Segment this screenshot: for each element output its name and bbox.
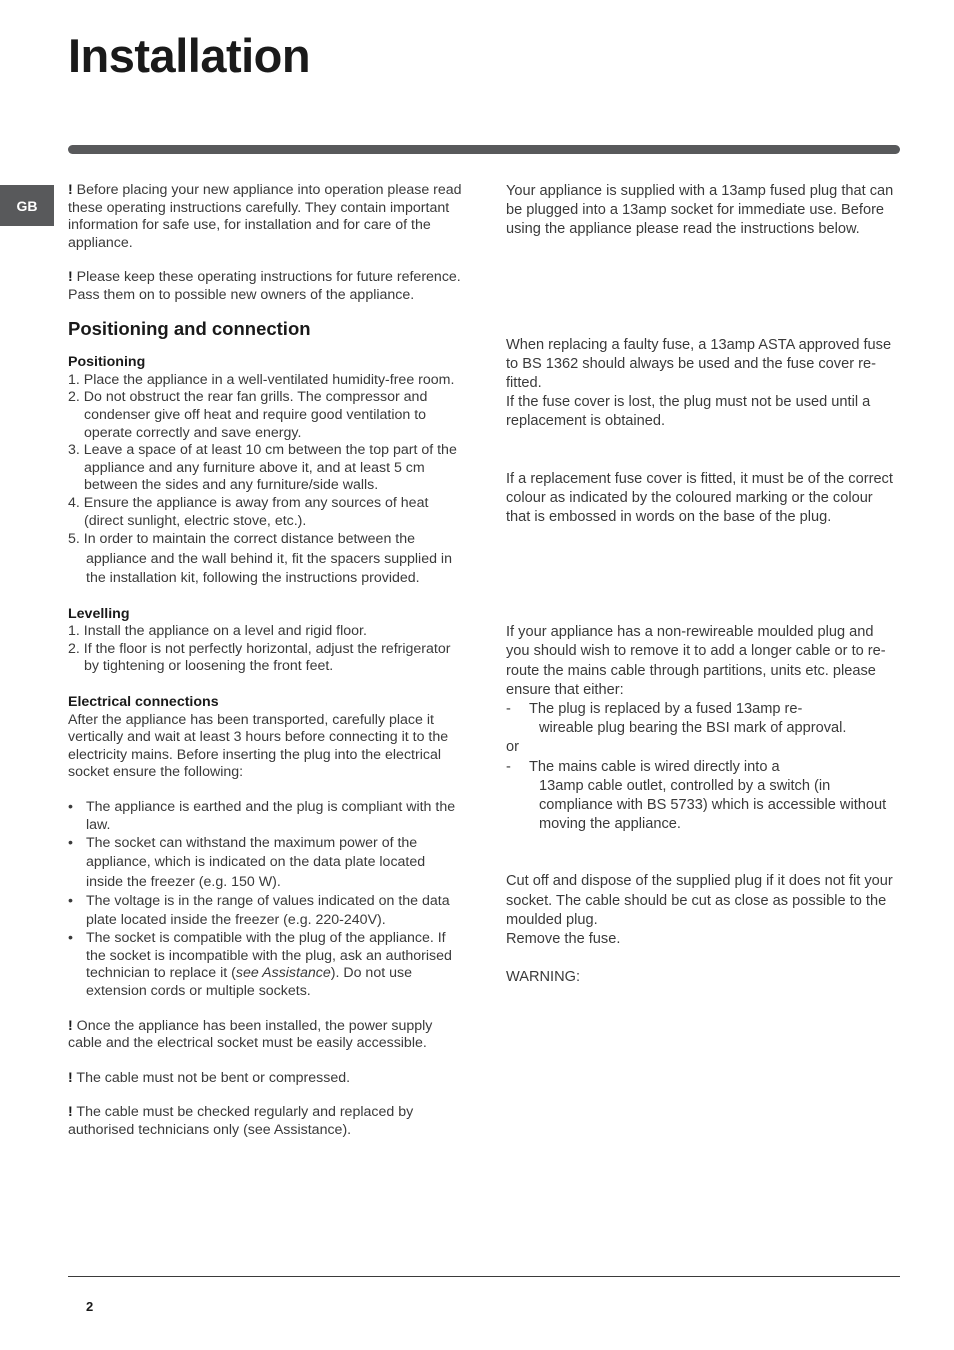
list-item: 1. Place the appliance in a well-ventilated humidity-free room. <box>68 371 455 388</box>
list-item: • The socket is compatible with the plug of the appliance. If the socket is incompatible with the plug, ask an authorised technician to replace it (see Assistance). Do not use extension cords or multiple sockets. <box>68 930 452 999</box>
positioning-list <box>68 372 462 589</box>
right-column <box>506 182 900 987</box>
or-text: or <box>506 739 519 756</box>
list-item: 4. Ensure the appliance is away from any sources of heat (direct sunlight, electric stove, etc.). <box>68 494 429 529</box>
warning-label: WARNING: <box>506 969 581 986</box>
list-item: 1. Install the appliance on a level and rigid floor. <box>68 623 367 640</box>
header-rule <box>68 145 900 154</box>
list-item: 2. Do not obstruct the rear fan grills. The compressor and condenser give off heat and require good ventilation to operate correctly and save energy. <box>68 389 428 441</box>
warning-mark: ! <box>68 1104 73 1121</box>
option-rewireable-plug: - The plug is replaced by a fused 13amp re- wireable plug bearing the BSI mark of approval. <box>506 701 847 737</box>
left-column <box>68 182 462 1139</box>
intro-note-2-text: Please keep these operating instructions for future reference. Pass them on to possible new owners of the appliance. <box>68 269 461 303</box>
list-item: • The appliance is earthed and the plug is compliant with the law. <box>68 798 456 833</box>
bullet-icon: • <box>68 930 73 947</box>
assistance-reference: see Assistance <box>235 965 331 982</box>
language-tab: GB <box>0 185 54 226</box>
warning-mark: ! <box>68 269 73 286</box>
dash-marker: - <box>506 758 511 775</box>
option-cable-outlet: - The mains cable is wired directly into a 13amp cable outlet, controlled by a switch (in compliance with BS 5733) which is accessible without moving the appliance. <box>506 758 887 833</box>
warning-mark: ! <box>68 182 73 198</box>
cable-note: ! The cable must not be bent or compressed. <box>68 1069 351 1086</box>
intro-note-1-text: Before placing your new appliance into operation please read these operating instructions carefully. They contain important information for safe use, for installation and for care of the appliance. <box>68 182 462 251</box>
intro-note-1 <box>68 182 462 252</box>
bullet-icon: • <box>68 835 73 852</box>
page-number: 2 <box>86 1299 94 1314</box>
warning-mark: ! <box>68 1017 73 1034</box>
cut-off-plug-paragraph: Cut off and dispose of the supplied plug if it does not fit your socket. The cable should be cut as close as possible to the moulded plug. <box>506 873 893 928</box>
bullet-icon: • <box>68 798 73 815</box>
section-heading: Positioning and connection <box>68 317 311 339</box>
maintenance-note: ! The cable must be checked regularly and replaced by authorised technicians only (see Assistance). <box>68 1104 414 1138</box>
moulded-plug-paragraph: If your appliance has a non-rewireable moulded plug and you should wish to remove it to add a longer cable or to re-route the mains cable through partitions, units etc. please ensure that either: <box>506 624 886 698</box>
list-item: • The voltage is in the range of values indicated on the data plate located inside the freezer (e.g. 220-240V). <box>68 892 450 928</box>
levelling-heading: Levelling <box>68 605 130 622</box>
levelling-list <box>68 623 462 676</box>
electrical-heading: Electrical connections <box>68 693 219 710</box>
positioning-heading: Positioning <box>68 354 146 371</box>
remove-fuse-text: Remove the fuse. <box>506 931 621 948</box>
plug-supply-paragraph: Your appliance is supplied with a 13amp fused plug that can be plugged into a 13amp socket for immediate use. Before using the appliance please read the instructions below. <box>506 183 894 238</box>
warning-mark: ! <box>68 1069 73 1086</box>
list-item: 3. Leave a space of at least 10 cm between the top part of the appliance and any furniture above it, and at least 5 cm between the sides and any furniture/side walls. <box>68 442 457 494</box>
fuse-replacement-paragraph: When replacing a faulty fuse, a 13amp ASTA approved fuse to BS 1362 should always be used and the fuse cover re-fitted. <box>506 336 892 392</box>
accessibility-note: ! Once the appliance has been installed, the power supply cable and the electrical socket must be easily accessible. <box>68 1017 433 1052</box>
fuse-cover-colour-paragraph: If a replacement fuse cover is fitted, it must be of the correct colour as indicated by the coloured marking or the colour that is embossed in words on the base of the plug. <box>506 470 893 526</box>
list-item: 2. If the floor is not perfectly horizontal, adjust the refrigerator by tightening or loosening the front feet. <box>68 640 451 675</box>
footer-rule <box>68 1276 900 1277</box>
electrical-intro: After the appliance has been transported, carefully place it vertically and wait at least 3 hours before connecting it to the electricity mains. Before inserting the plug into the electrical socket ensure the following: <box>68 711 449 781</box>
dash-marker: - <box>506 701 511 718</box>
intro-note-2 <box>68 269 462 304</box>
list-item: 5. In order to maintain the correct distance between the appliance and the wall behind it, fit the spacers supplied in the installation kit, following the instructions provided. <box>68 531 452 587</box>
page-title: Installation <box>68 29 311 82</box>
electrical-checklist <box>68 799 462 1001</box>
list-item: • The socket can withstand the maximum power of the appliance, which is indicated on the data plate located inside the freezer (e.g. 150 W). <box>68 835 426 890</box>
fuse-cover-lost-paragraph: If the fuse cover is lost, the plug must not be used until a replacement is obtained. <box>506 394 871 430</box>
bullet-icon: • <box>68 892 73 909</box>
